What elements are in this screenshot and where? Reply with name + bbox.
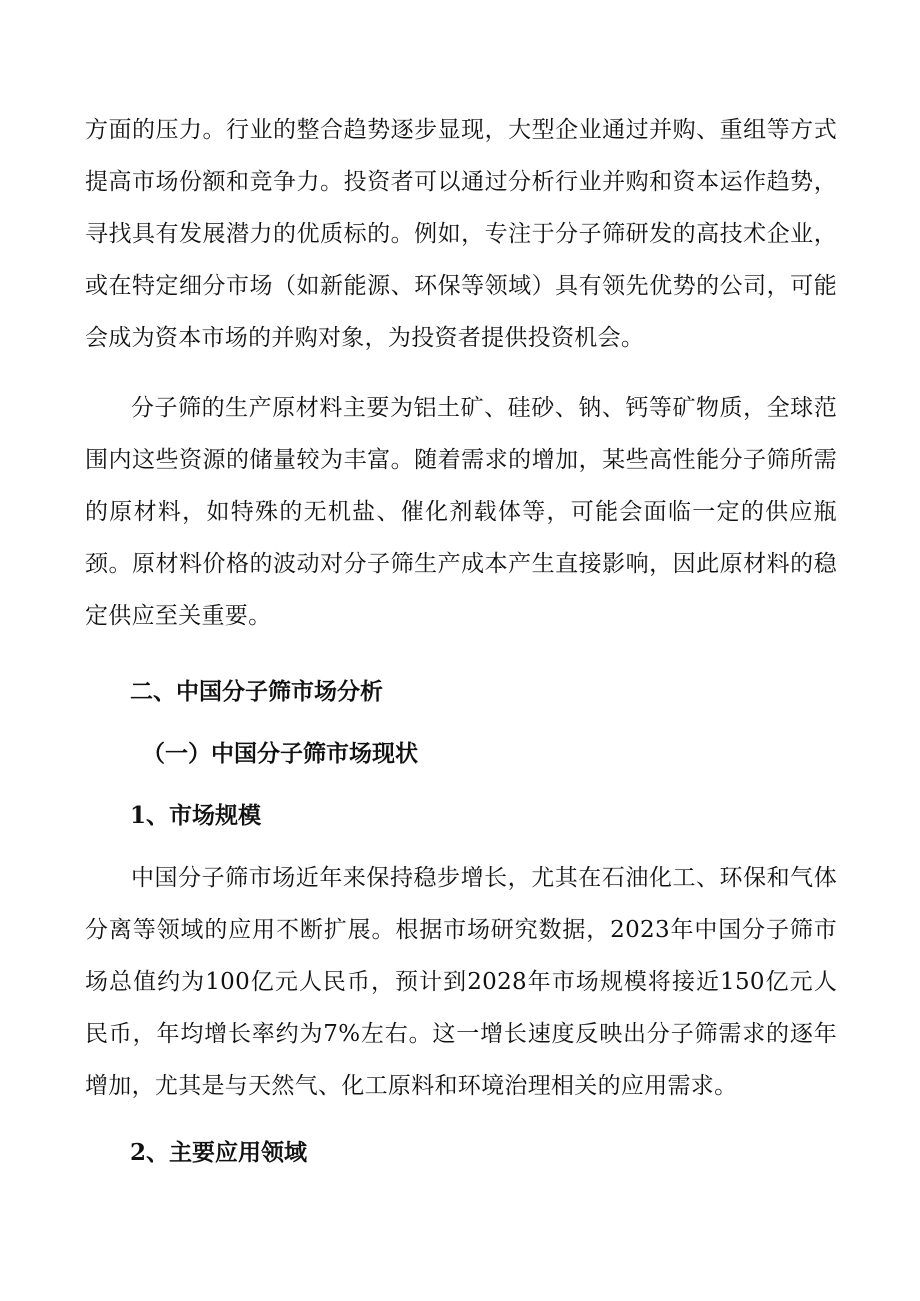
- paragraph-market-size: 中国分子筛市场近年来保持稳步增长，尤其在石油化工、环保和气体分离等领域的应用不断扩展。根据市场研究数据，2023年中国分子筛市场总值约为100亿元人民币，预计到2028年市场规模将接近150亿元人民币，年均增长率约为7%左右。这一增长速度反映出分子筛需求的逐年增加，尤其是与天然气、化工原料和环境治理相关的应用需求。: [85, 865, 837, 1099]
- paragraph-industry-consolidation: 方面的压力。行业的整合趋势逐步显现，大型企业通过并购、重组等方式提高市场份额和竞争力。投资者可以通过分析行业并购和资本运作趋势，寻找具有发展潜力的优质标的。例如，专注于分子筛研发的高技术企业，或在特定细分市场（如新能源、环保等领域）具有领先优势的公司，可能会成为资本市场的并购对象，为投资者提供投资机会。: [85, 117, 837, 351]
- item-heading-market-size: 1、市场规模: [130, 802, 262, 829]
- item-heading-application-fields: 2、主要应用领域: [130, 1139, 308, 1166]
- subsection-heading-market-status: （一）中国分子筛市场现状: [142, 740, 418, 767]
- paragraph-raw-materials: 分子筛的生产原材料主要为铝土矿、硅砂、钠、钙等矿物质，全球范围内这些资源的储量较为丰富。随着需求的增加，某些高性能分子筛所需的原材料，如特殊的无机盐、催化剂载体等，可能会面临一定的供应瓶颈。原材料价格的波动对分子筛生产成本产生直接影响，因此原材料的稳定供应至关重要。: [85, 395, 837, 629]
- section-heading-china-market-analysis: 二、中国分子筛市场分析: [130, 679, 383, 705]
